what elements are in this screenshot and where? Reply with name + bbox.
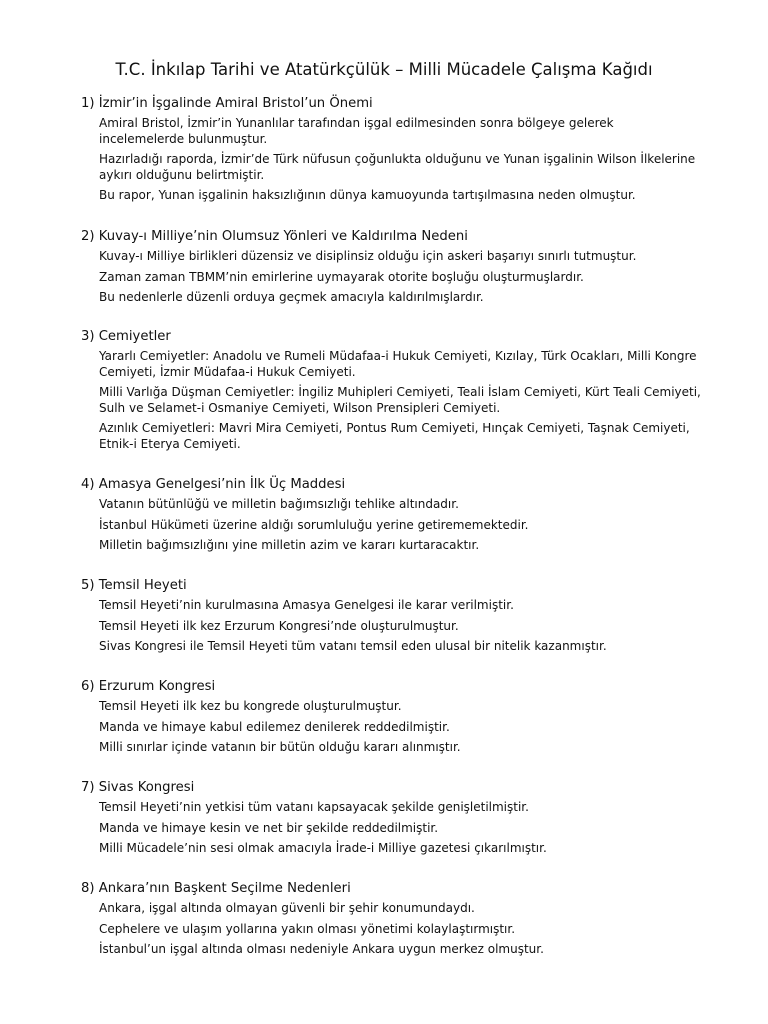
section-heading: 1) İzmir’in İşgalinde Amiral Bristol’un Önemi <box>81 96 373 111</box>
section-items <box>81 249 701 306</box>
section-item: Bu nedenlerle düzenli orduya geçmek amacıyla kaldırılmışlardır. <box>99 290 484 304</box>
section-ankara-baskent <box>81 880 701 958</box>
section-item: Cephelere ve ulaşım yollarına yakın olması yönetimi kolaylaştırmıştır. <box>99 921 516 936</box>
section-temsil-heyeti <box>81 577 701 655</box>
section-item: Milli sınırlar içinde vatanın bir bütün olduğu kararı alınmıştır. <box>99 740 461 754</box>
section-item: Milletin bağımsızlığını yine milletin azim ve kararı kurtaracaktır. <box>99 538 480 552</box>
section-heading: 4) Amasya Genelgesi’nin İlk Üç Maddesi <box>81 477 346 492</box>
section-item: İstanbul’un işgal altında olması nedeniyle Ankara uygun merkez olmuştur. <box>99 942 544 956</box>
page-title: T.C. İnkılap Tarihi ve Atatürkçülük – Milli Mücadele Çalışma Kağıdı <box>115 60 653 79</box>
section-heading: 2) Kuvay-ı Milliye’nin Olumsuz Yönleri ve Kaldırılma Nedeni <box>81 229 468 244</box>
section-items <box>81 699 701 756</box>
section-izmir-bristol <box>81 95 701 204</box>
section-item: Kuvay-ı Milliye birlikleri düzensiz ve disiplinsiz olduğu için askeri başarıyı sınırlı tutmuştur. <box>99 249 637 263</box>
section-item: Milli Mücadele’nin sesi olmak amacıyla İrade-i Milliye gazetesi çıkarılmıştır. <box>99 841 547 855</box>
section-heading: 3) Cemiyetler <box>81 329 171 344</box>
section-cemiyetler <box>81 328 701 452</box>
section-kuvay-i-milliye <box>81 228 701 306</box>
section-items <box>81 349 701 452</box>
section-items <box>81 800 701 857</box>
section-item: Temsil Heyeti ilk kez Erzurum Kongresi’nde oluşturulmuştur. <box>99 618 459 633</box>
section-item: Temsil Heyeti’nin yetkisi tüm vatanı kapsayacak şekilde genişletilmiştir. <box>99 800 529 814</box>
section-item: Yararlı Cemiyetler: Anadolu ve Rumeli Müdafaa-i Hukuk Cemiyeti, Kızılay, Türk Ocakları, Milli Kongre Cemiyeti, İzmir Müdafaa-i Hukuk Cemiyeti. <box>99 349 697 379</box>
section-item: Temsil Heyeti ilk kez bu kongrede oluşturulmuştur. <box>99 699 402 713</box>
section-items <box>81 901 701 958</box>
section-heading: 7) Sivas Kongresi <box>81 780 195 795</box>
section-item: Hazırladığı raporda, İzmir’de Türk nüfusun çoğunlukta olduğunu ve Yunan işgalinin Wilson İlkelerine aykırı olduğunu belirtmiştir. <box>99 152 696 182</box>
section-erzurum-kongresi <box>81 678 701 756</box>
section-item: Sivas Kongresi ile Temsil Heyeti tüm vatanı temsil eden ulusal bir nitelik kazanmıştır. <box>99 639 607 653</box>
section-item: Manda ve himaye kabul edilemez denilerek reddedilmiştir. <box>99 719 450 734</box>
section-item: Bu rapor, Yunan işgalinin haksızlığının dünya kamuoyunda tartışılmasına neden olmuştur. <box>99 188 636 202</box>
section-items <box>81 497 701 554</box>
section-item: Milli Varlığa Düşman Cemiyetler: İngiliz Muhipleri Cemiyeti, Teali İslam Cemiyeti, Kürt Teali Cemiyeti, Sulh ve Selamet-i Osmaniye Cemiyeti, Wilson Prensipleri Cemiyeti. <box>99 385 701 415</box>
section-item: Vatanın bütünlüğü ve milletin bağımsızlığı tehlike altındadır. <box>99 497 459 511</box>
section-sivas-kongresi <box>81 779 701 857</box>
section-item: Amiral Bristol, İzmir’in Yunanlılar tarafından işgal edilmesinden sonra bölgeye gelerek incelemelerde bulunmuştur. <box>99 116 614 146</box>
section-item: İstanbul Hükümeti üzerine aldığı sorumluluğu yerine getirememektedir. <box>99 517 529 532</box>
section-items <box>81 116 701 204</box>
section-amasya-genelgesi <box>81 476 701 554</box>
section-item: Azınlık Cemiyetleri: Mavri Mira Cemiyeti, Pontus Rum Cemiyeti, Hınçak Cemiyeti, Taşnak Cemiyeti, Etnik-i Eterya Cemiyeti. <box>99 421 690 451</box>
section-item: Zaman zaman TBMM’nin emirlerine uymayarak otorite boşluğu oluşturmuşlardır. <box>99 269 584 284</box>
section-heading: 6) Erzurum Kongresi <box>81 679 216 694</box>
section-item: Temsil Heyeti’nin kurulmasına Amasya Genelgesi ile karar verilmiştir. <box>99 598 514 612</box>
section-item: Ankara, işgal altında olmayan güvenli bir şehir konumundaydı. <box>99 901 475 915</box>
section-heading: 8) Ankara’nın Başkent Seçilme Nedenleri <box>81 881 351 896</box>
section-heading: 5) Temsil Heyeti <box>81 578 187 593</box>
section-items <box>81 598 701 655</box>
section-item: Manda ve himaye kesin ve net bir şekilde reddedilmiştir. <box>99 820 439 835</box>
